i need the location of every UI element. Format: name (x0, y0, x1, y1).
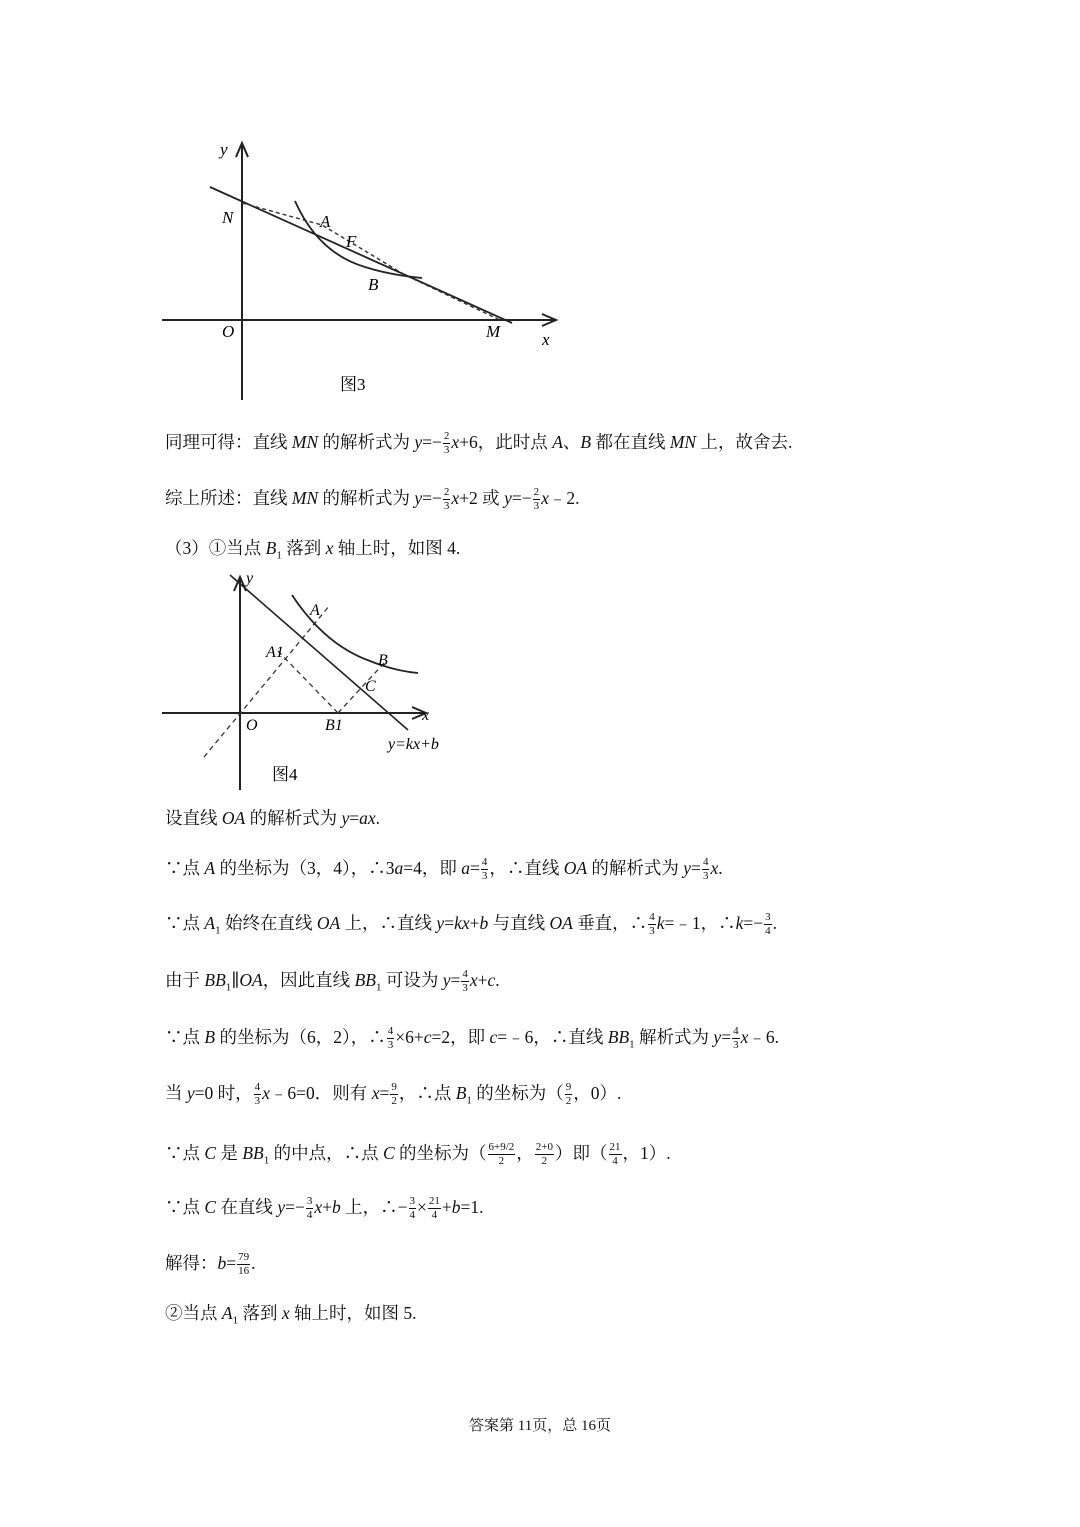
fig4-label-o: O (246, 717, 258, 734)
fig3-caption: 图3 (340, 375, 366, 394)
fig3-label-o: O (222, 322, 235, 341)
fig4-caption: 图4 (272, 765, 298, 784)
line-5: ∵点 A 的坐标为（3，4），∴3a=4，即 a= $\frac{4}{3}$ ，∴直线 OA 的解析式为 y= $\frac{4}{3}$ x. (165, 856, 723, 883)
line-2: 综上所述：直线 MN 的解析式为 y=− $\frac{2}{3}$ x+2 或 y=− $\frac{2}{3}$ x﹣2. (165, 486, 580, 513)
fig3-label-y: y (220, 140, 228, 159)
fig4-label-a1: A1 (266, 644, 284, 661)
line-3: （3）①当点 $B_1$ 落到 x 轴上时，如图 4. (165, 538, 461, 562)
line-6: ∵点 $A_1$ 始终在直线 OA 上，∴直线 y=kx+b 与直线 OA 垂直，∴ $\frac{4}{3}$ k=﹣1，∴k=− $\frac{3}{4}$ . (165, 911, 777, 938)
fig3-label-b: B (368, 275, 379, 294)
line-10: ∵点 C 是 $BB_1$ 的中点，∴点 C 的坐标为（ $\frac{6+9/2}{2}$ ， $\frac{2+0}{2}$ ）即（ $\frac{21}{4}$ ，1）. (165, 1141, 671, 1168)
line-13: ②当点 $A_1$ 落到 x 轴上时，如图 5. (165, 1303, 417, 1327)
fig4-label-a: A (310, 602, 320, 619)
line-8: ∵点 B 的坐标为（6，2），∴ $\frac{4}{3}$ ×6+c=2，即 c=﹣6，∴直线 $BB_1$ 解析式为 y= $\frac{4}{3}$ x﹣6. (165, 1025, 779, 1052)
line-11: ∵点 C 在直线 y=− $\frac{3}{4}$ x+b 上，∴− $\frac{3}{4}$ × $\frac{21}{4}$ +b=1. (165, 1195, 484, 1222)
fig4-label-b: B (378, 652, 388, 669)
page-footer: 答案第 11页，总 16页 (469, 1418, 611, 1434)
fig4-label-c: C (365, 678, 376, 695)
line-4: 设直线 OA 的解析式为 y=ax. (165, 808, 381, 828)
line-7: 由于 $BB_1\parallel OA$，因此直线 $BB_1$ 可设为 y= $\frac{4}{3}$ x+c. (165, 968, 500, 995)
line-1: 同理可得：直线 MN 的解析式为 y=− $\frac{2}{3}$ x+6，此时点 A、B 都在直线 MN 上，故舍去. (165, 430, 793, 457)
fig4-label-b1: B1 (325, 717, 343, 734)
fig3-label-x: x (542, 330, 550, 349)
fig4-label-x: x (422, 707, 430, 724)
line-12: 解得：b= $\frac{79}{16}$ . (165, 1251, 256, 1278)
line-9: 当 y=0 时， $\frac{4}{3}$ x﹣6=0．则有 x= $\frac{9}{2}$ ，∴点 $B_1$ 的坐标为（ $\frac{9}{2}$ ，0）. (165, 1081, 622, 1108)
fig3-label-m: M (486, 322, 501, 341)
fig4-label-line: y=kx+b (388, 736, 439, 753)
figure-4 (160, 565, 460, 795)
fig3-label-f: F (346, 232, 357, 251)
figure-3 (160, 135, 570, 405)
fig3-label-n: N (222, 208, 234, 227)
fig4-label-y: y (246, 570, 254, 587)
fig3-label-a: A (320, 212, 331, 231)
